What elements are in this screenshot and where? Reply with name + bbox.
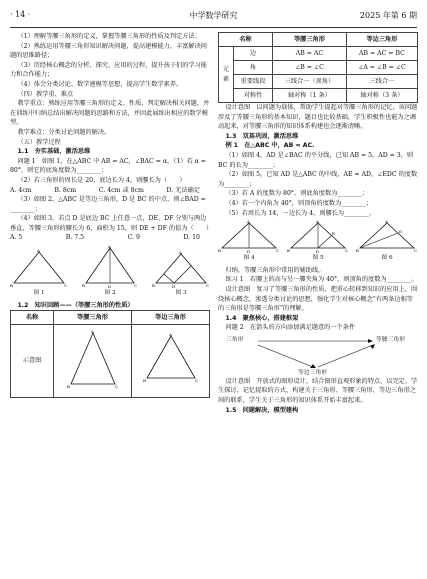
figure-1-caption: 图 1 [33,290,45,297]
svg-text:A: A [385,220,388,225]
table-header: 名称 [219,33,273,47]
design-intent-3: 设计意图 开放式的图形设计，结合图形直观形象的特点，以完定、学生探讨、记忆提取的方式，构建关于三角形、等腰三角形、等边三角形之间的联系，学生关于三角形的知识体系开始丰富起来。 [218,377,418,405]
left-column [10,32,213,398]
diagram-table [10,310,210,398]
cell: ∠A = ∠B = ∠C [346,61,417,75]
row-label: 角 [234,61,273,75]
isosceles-diagram [54,325,132,398]
svg-text:B: B [10,283,13,289]
label-isosceles: 等腰三角形 [376,336,405,343]
figure-6 [356,220,418,264]
svg-text:B: B [218,248,221,254]
svg-text:C: C [194,378,198,384]
cell: AB = AC [273,47,347,61]
svg-text:A: A [108,245,111,250]
table-header: 等腰三角形 [273,33,347,47]
question-1-3: （3）如图 2，△ABC 是等边三角形，D 是 BC 的中点，则∠BAD = ________； [10,196,206,213]
question-1-4: （4）如图 3，若点 D 是底边 BC 上任意一点，DE、DF 分别与两边垂直，等腰三角形的腰长为 6，面积为 15，则 DE + DF 的值为（ ） [10,215,213,232]
keypoints-text: 教学重点：熟练应用等腰三角形的定义、性质、判定解决相关问题，并在训练中归纳总结出解决问题的思路和方法，并因此展练出相应的数学模型。 [10,100,210,127]
section-1-4: 1.4 聚焦核心，搭建框架 [225,314,299,322]
figure-5 [287,220,349,264]
svg-text:A: A [37,249,40,254]
difficulty-text: 教学难点：分类讨论问题的解决。 [17,128,111,136]
objective-4: （4）体会分类讨论、数学建模等思想，提高学生数学素养。 [17,80,183,88]
svg-text:A: A [168,332,172,338]
cell: ∠B = ∠C [273,61,347,75]
section-1-1: 1.1 夯实基础，激活思维 [17,148,91,156]
svg-text:C: C [206,283,210,289]
svg-text:B: B [287,248,290,254]
example-1-2: （2）如图 5，已知 AD 是△ABC 的中线，AE = AD，∠EDC 的度数为________； [218,171,418,188]
figure-1 [10,249,68,299]
figure-6-caption: 图 6 [381,255,393,262]
svg-text:A: A [247,220,250,225]
figure-5-caption: 图 5 [312,255,324,262]
svg-text:C: C [114,384,118,390]
svg-text:B: B [142,378,146,384]
summary-line: 归纳，等腰三角形中常用的辅助线。 [225,266,325,274]
options-1 [10,186,210,196]
svg-text:B: B [356,248,359,254]
section-1-5: 1.5 问题解决，模型建构 [225,406,299,414]
svg-text:A: A [90,329,94,335]
issue-label: 2025 年第 6 期 [359,11,417,20]
table-header: 名称 [11,311,54,325]
svg-text:B: B [152,283,155,289]
row-label: 重要线段 [234,75,273,89]
cell: 轴对称（3 条） [346,89,417,103]
svg-text:D: D [172,284,176,290]
svg-text:C: C [345,248,349,254]
svg-text:B: B [66,384,70,390]
table-header: 等边三角形 [132,311,210,325]
cell: AB = AC = BC [346,47,417,61]
example-1-1: （1）如图 4，AD 是∠BAC 的平分线，已知 AB = 5，AD = 3，则 BC 的长为________； [218,151,414,169]
figure-row-1-3 [10,245,210,299]
options-2 [10,233,210,243]
option: D. 10 [183,234,200,242]
svg-text:C: C [64,283,68,289]
figure-4 [218,220,280,264]
cell: 轴对称（1 条） [273,89,347,103]
example-1-4: （4）若一个内角为 40°，则顶角的度数为________； [225,199,373,207]
question-2: 问题 2 在箭头的方向添加满足题意的一个条件 [225,324,356,332]
row-label: 对称性 [234,89,273,103]
question-1: 问题 1 如图 1，在△ABC 中 AB = AC，∠BAC = α，（1）若 α = 80°，则它的底角度数为________； [10,157,206,175]
figure-3 [152,251,210,299]
svg-text:D: D [247,249,251,255]
question-1-2: （2）若三角形的周长是 20，底边长为 4，则腰长为（ ） [17,176,186,184]
design-intent-1: 设计意图 以问题为载体，帮助学生提起对等腰三角形的记忆，该问题涉及了等腰三角形的基本知识，题目也比较基础，学生积极性也能为之调动起来，对等腰三角形的知识体系构建也会逐渐清晰。 [218,104,418,131]
option: B. 8cm [54,186,77,194]
option: C. 4cm 或 8cm [98,186,144,194]
objective-1: （1）理解等腰三角形的定义，掌握等腰三角形的性质及判定方法； [17,33,201,40]
svg-text:A: A [316,220,319,225]
svg-text:D: D [108,284,112,290]
objective-2: （2）熟练运用等腰三角形知识解决问题，提高建模能力，丰富解决问题的思维路径； [10,42,207,60]
option: A. 5 [10,234,23,242]
practice-1: 练习 1 若腰上的高与另一腰夹角为 40°，则顶角的度数为________。 [225,276,418,284]
right-column [218,32,418,415]
figure-4-caption: 图 4 [243,255,255,262]
header-rule [10,27,417,28]
section-1-3: 1.3 双基巩固，激活思维 [225,132,299,140]
svg-text:B: B [82,283,85,289]
label-triangle: 三角形 [226,336,244,343]
svg-text:D: D [399,229,403,235]
design-intent-2: 设计意图 复习了等腰三角形的性质，把重心转移到知识的应用上，围绕核心概念，渗透分类讨论的思想，强化学生对核心概念“有两条边相等的三角形是等腰三角形”的理解。 [218,285,418,313]
page-header [10,10,417,24]
example-1-3: （3）若 A 的度数为 80°，则底角度数为________； [225,190,369,198]
property-table [218,32,418,103]
label-equilateral: 等边三角形 [298,369,327,376]
group-label: 元 素 [219,47,234,103]
example-1-5: （5）若周长为 14，一边长为 4，则腰长为________。 [225,209,376,217]
table-header: 等腰三角形 [54,311,132,325]
svg-text:C: C [134,283,138,289]
figure-row-4-6 [218,220,418,264]
option: D. 无法确定 [166,186,200,194]
process-heading: （五）教学过程 [17,138,61,146]
example-1: 例 1 在△ABC 中，AB = AC. [225,142,315,150]
keypoints-heading: （四）教学重、难点 [17,90,74,98]
cell: 三线合一 [346,75,417,89]
section-1-2: 1.2 知识回顾——（等腰三角形的性质） [17,301,134,309]
svg-text:A: A [179,251,182,256]
relation-diagram [218,333,418,377]
svg-text:C: C [276,248,280,254]
svg-text:C: C [414,248,418,254]
svg-text:D: D [316,249,320,255]
table-row-label: 示意图 [11,325,54,398]
figure-2 [81,245,139,299]
journal-title: 中学数学研究 [189,11,238,20]
svg-text:E: E [332,231,335,237]
row-label: 边 [234,47,273,61]
table-header: 等边三角形 [346,33,417,47]
equilateral-diagram [132,325,210,398]
figure-2-caption: 图 2 [104,290,116,297]
cell: 三线合一（顶角） [273,75,347,89]
option: A. 4cm [10,186,32,194]
option: C. 9 [127,234,140,242]
option: B. 7.5 [65,234,85,242]
objective-3: （3）历经核心概念的分析、探究、应用的过程，提升孩子们的学习能力和合作能力； [10,61,207,79]
page-number: · 14 · [10,10,31,19]
figure-3-caption: 图 3 [175,290,187,297]
